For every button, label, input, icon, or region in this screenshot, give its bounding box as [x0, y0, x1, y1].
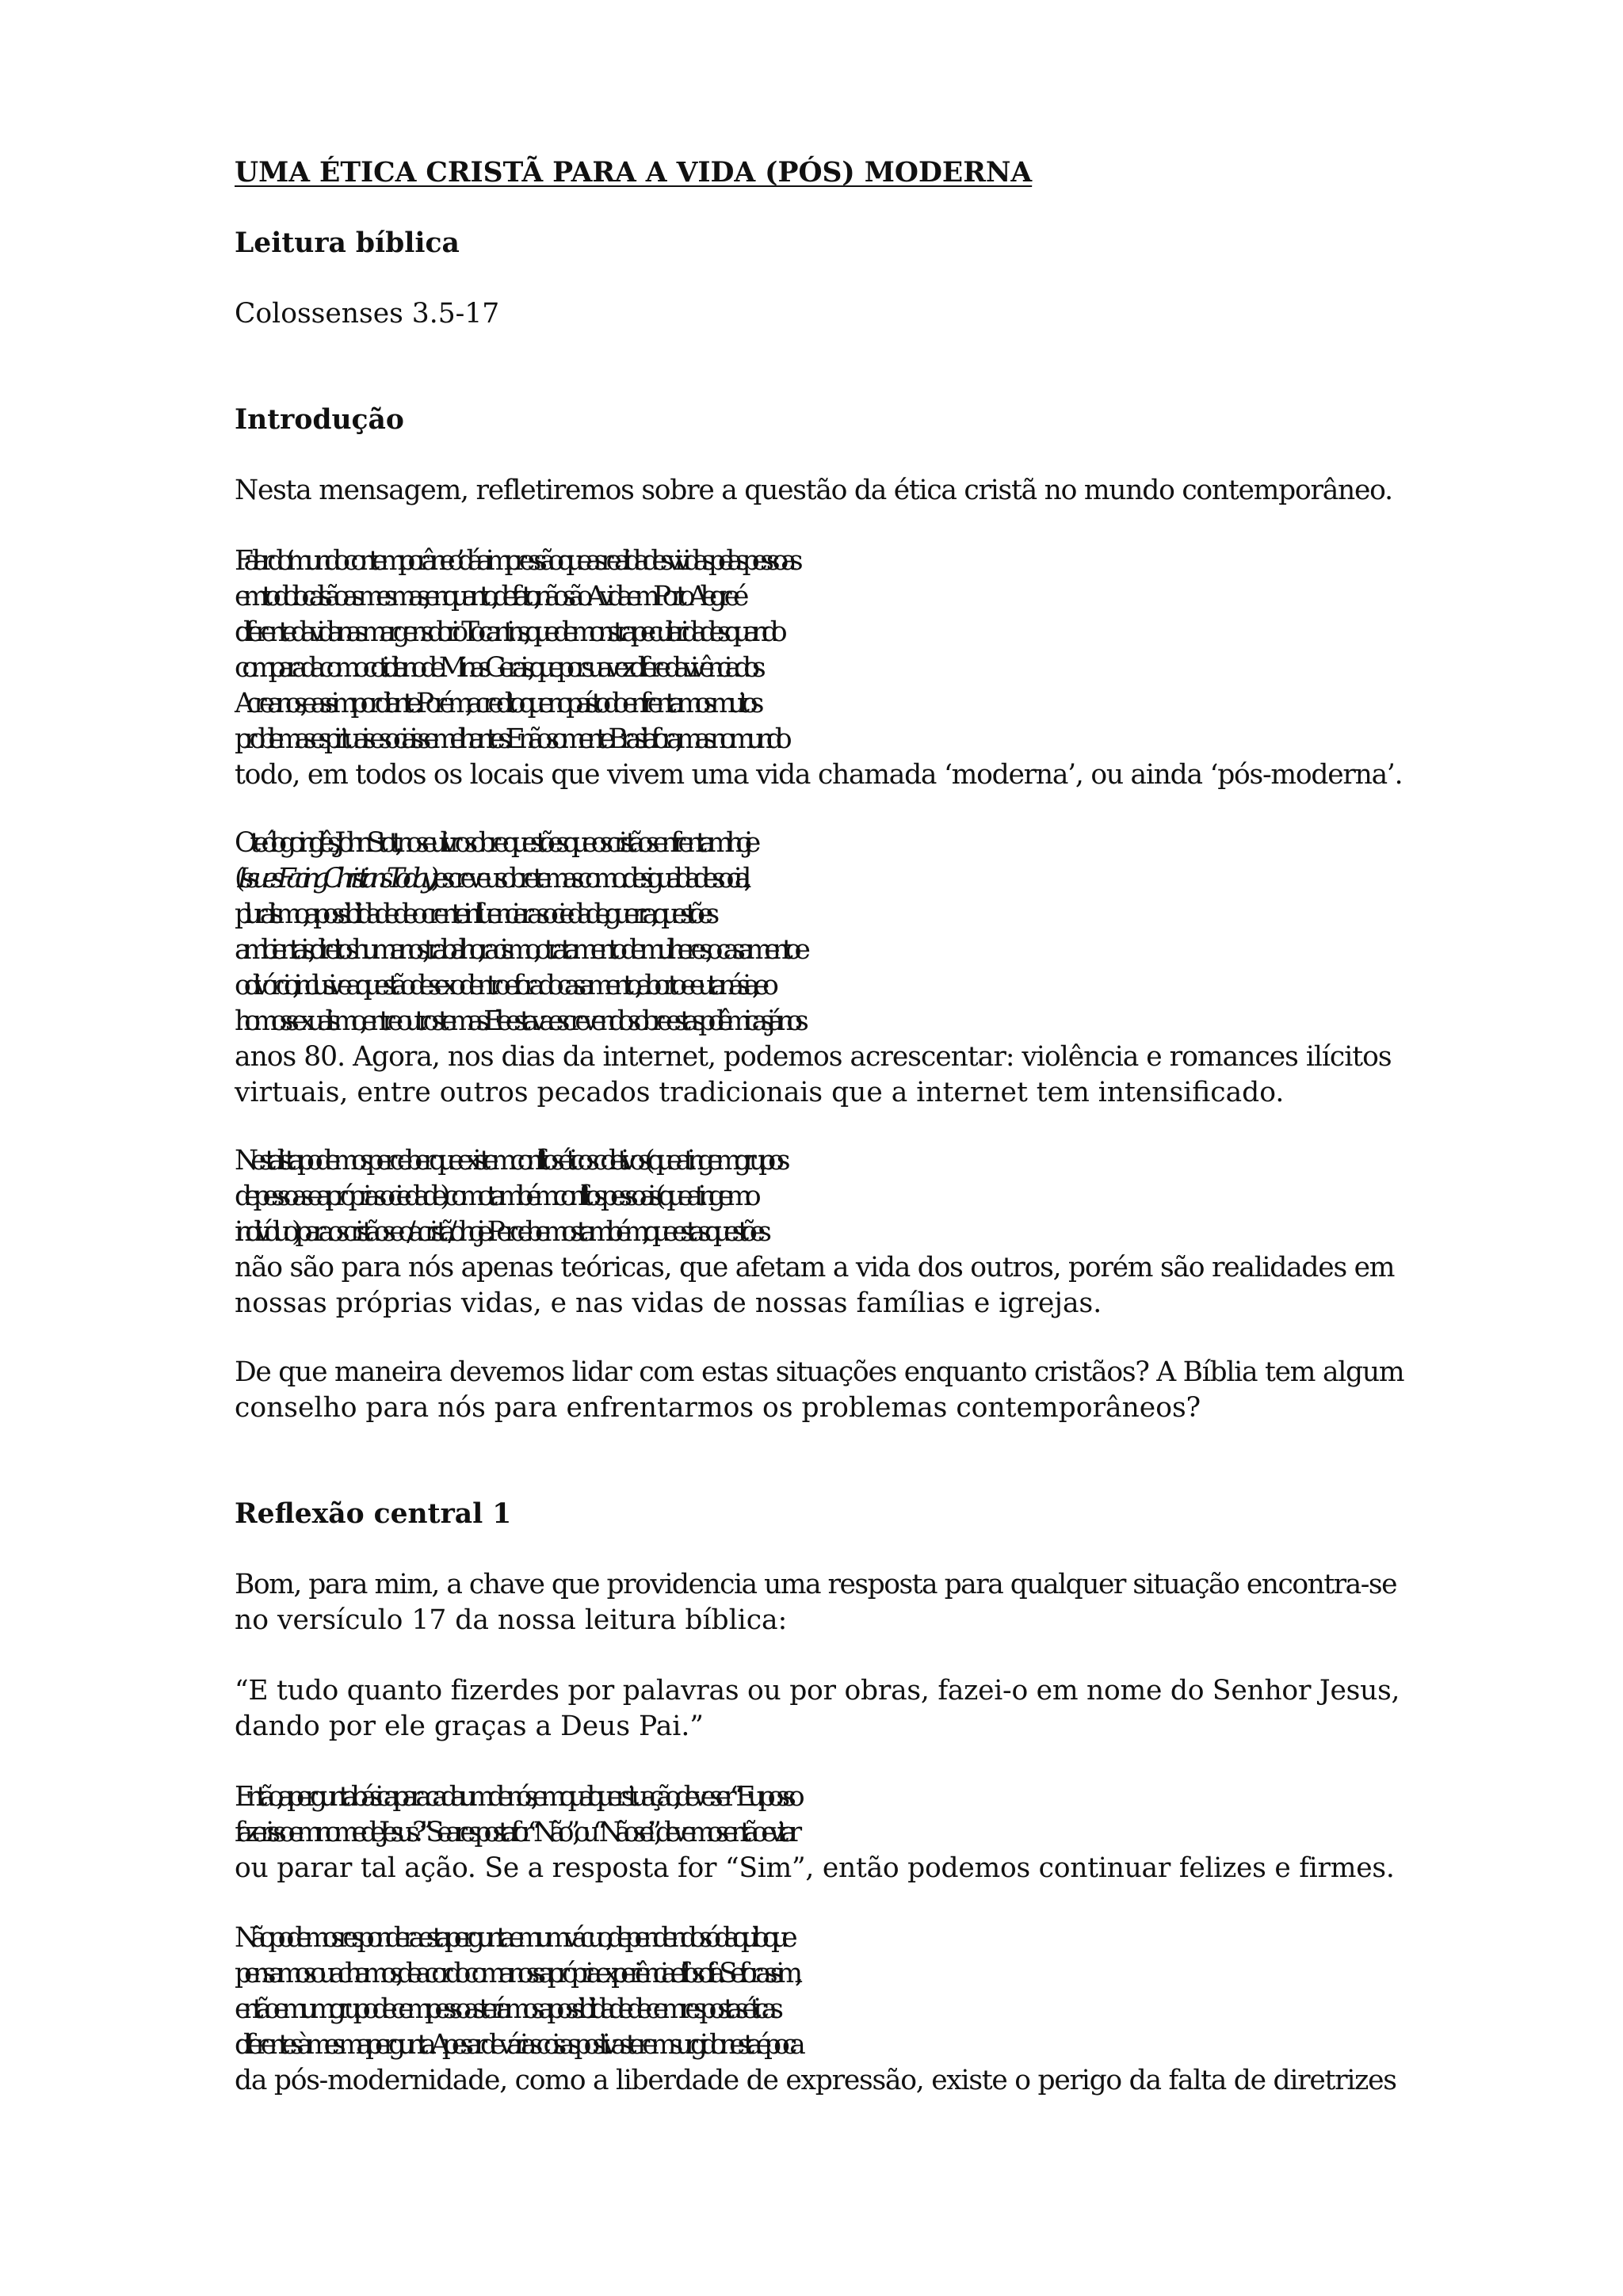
paragraph-line: Nesta mensagem, refletiremos sobre a questão da ética cristã no mundo contemporâneo.	[235, 475, 1392, 506]
paragraph-line: pensamos ou achamos, de acordo com a nossa própria experiência e filosofia. Se for assim,	[235, 1958, 796, 1989]
paragraph-line: homossexualismo, entre outros temas. Ele estava escrevendo sobre estas polêmicas já nos	[235, 1005, 801, 1037]
paragraph-line: nossas próprias vidas, e nas vidas de nossas famílias e igrejas.	[235, 1287, 1102, 1319]
paragraph-line-with-book-title	[235, 861, 1392, 897]
paragraph-line: Nesta lista podemos perceber que existem conflitos éticos coletivos (que atingem grupos	[235, 1145, 783, 1177]
paragraph-line: no versículo 17 da nossa leitura bíblica:	[235, 1604, 788, 1636]
reading-heading: Leitura bíblica	[235, 227, 460, 259]
intro-paragraph-4	[235, 1143, 1394, 1322]
paragraph-line: problemas espirituais e sociais semelhantes. E não somente Brasil afora, mas no mundo	[235, 723, 785, 755]
paragraph-line: Falar do ‘mundo contemporâneo’ dá a impressão que as realidades vividas pelas pessoas	[235, 545, 796, 577]
paragraph-line: em todo local são as mesmas, enquanto, de fato, não são. A vida em Porto Alegre é	[235, 581, 742, 612]
paragraph-line: Bom, para mim, a chave que providencia uma resposta para qualquer situação encontra-se	[235, 1569, 1397, 1600]
paragraph-line: Não podemos responder a esta pergunta em um vácuo, dependendo só daquilo que	[235, 1922, 790, 1954]
reflection-heading: Reflexão central 1	[235, 1498, 512, 1530]
paragraph-line: diferentes à mesma pergunta. Apesar de várias coisas positivas terem surgido nesta época	[235, 2029, 798, 2061]
paragraph-line-rest: escreveu sobre temas como: desigualdade social,	[432, 863, 745, 894]
document-title: UMA ÉTICA CRISTÃ PARA A VIDA (PÓS) MODERNA	[235, 157, 1033, 189]
intro-paragraph-2	[235, 543, 1402, 793]
reflection-paragraph-3	[235, 1920, 1396, 2099]
paragraph-line: De que maneira devemos lidar com estas situações enquanto cristãos? A Bíblia tem algum	[235, 1356, 1404, 1388]
quote-line: “E tudo quanto fizerdes por palavras ou por obras, fazei-o em nome do Senhor Jesus,	[235, 1675, 1400, 1707]
paragraph-line: então em um grupo de cem pessoas teríamos a possibilidade de cem respostas éticas	[235, 1993, 776, 2025]
bible-quote	[235, 1673, 1400, 1745]
intro-paragraph-1	[235, 473, 1392, 509]
paragraph-line: ambientais, direitos humanos, trabalho, racismo, o tratamento de mulheres, o casamento e	[235, 934, 803, 966]
paragraph-line: diferente da vida nas margens do rio Tocantins, que demonstra peculiaridades quando	[235, 616, 780, 648]
paragraph-line: o divórcio, inclusive a questão de sexo dentro e fora do casamento, aborto e eutanásia, e o	[235, 970, 771, 1001]
paragraph-line: de pessoas e a própria sociedade) como também conflitos pessoais (que atingem o	[235, 1180, 754, 1212]
paragraph-line: anos 80. Agora, nos dias da internet, podemos acrescentar: violência e romances ilícitos	[235, 1041, 1392, 1073]
paragraph-line: pluralismo, a possibilidade de o crente influenciar a sociedade, guerra, questões	[235, 898, 712, 930]
intro-paragraph-3	[235, 826, 1392, 1111]
paragraph-line: Acreanos, e assim por diante. Porém, acredito que no país todo enfrentamos muitos	[235, 688, 757, 719]
reflection-paragraph-1	[235, 1567, 1396, 1638]
paragraph-line: O teólogo inglês, John Stott, no seu livro sobre questões que os cristãos enfrentam hoje	[235, 827, 754, 859]
paragraph-line: indivíduo) para os cristãos e o/a cristã/o hoje. Percebemos também, que estas questões	[235, 1216, 765, 1248]
paragraph-line: Então, a pergunta básica para cada um de nós, em qualquer situação, deve ser “Eu posso	[235, 1781, 797, 1813]
paragraph-line: todo, em todos os locais que vivem uma vida chamada ‘moderna’, ou ainda ‘pós-moderna’.	[235, 759, 1403, 791]
paragraph-line: virtuais, entre outros pecados tradicionais que a internet tem intensificado.	[235, 1077, 1285, 1108]
quote-line: dando por ele graças a Deus Pai.”	[235, 1711, 704, 1742]
reflection-paragraph-2	[235, 1779, 1395, 1886]
paragraph-line: não são para nós apenas teóricas, que afetam a vida dos outros, porém são realidades em	[235, 1252, 1395, 1283]
paren-open: (	[235, 863, 238, 894]
intro-heading: Introdução	[235, 404, 404, 436]
reading-reference: Colossenses 3.5-17	[235, 298, 500, 330]
intro-paragraph-5	[235, 1355, 1403, 1426]
book-title: Issues Facing Christians Today),	[237, 863, 433, 894]
paragraph-line: comparada com o cotidiano de Minas Gerais, que por sua vez difere da vivência dos	[235, 652, 758, 684]
paragraph-line: ou parar tal ação. Se a resposta for “Sim”, então podemos continuar felizes e firmes.	[235, 1852, 1395, 1884]
paragraph-line: da pós-modernidade, como a liberdade de expressão, existe o perigo da falta de diretrizes	[235, 2065, 1396, 2096]
paragraph-line: conselho para nós para enfrentarmos os problemas contemporâneos?	[235, 1392, 1201, 1424]
paragraph-line: fazer isso em nome de Jesus?” Se a resposta for “Não”, ou “Não sei”, devemos então evitar	[235, 1817, 795, 1848]
